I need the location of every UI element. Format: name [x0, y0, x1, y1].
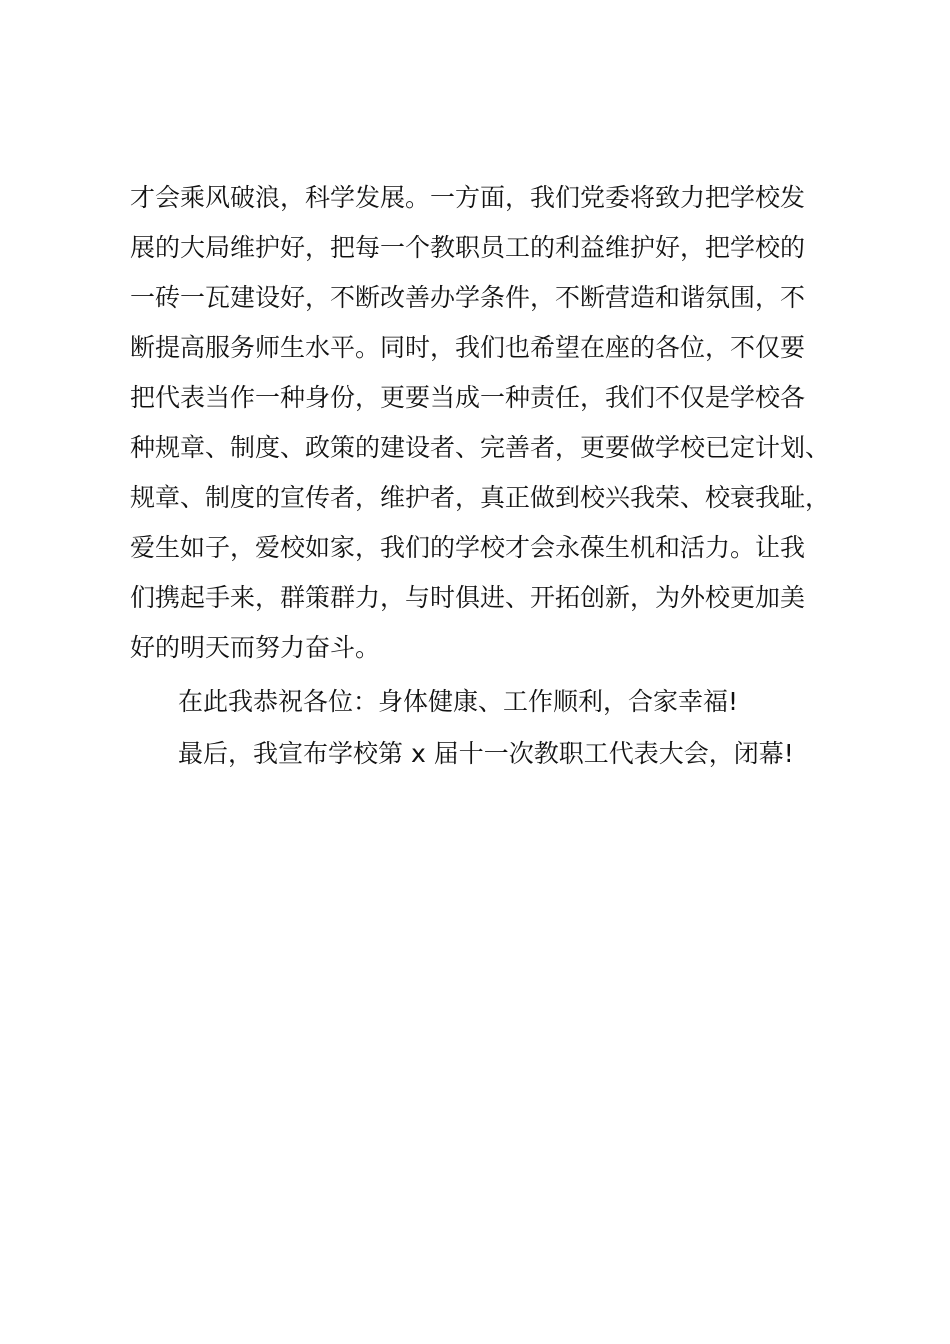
paragraph-line-10: 好的明天而努力奋斗。 [130, 633, 381, 662]
paragraph-line-9: 们携起手来，群策群力，与时俱进、开拓创新，为外校更加美 [130, 583, 806, 612]
greeting-line: 在此我恭祝各位：身体健康、工作顺利，合家幸福! [178, 687, 739, 716]
paragraph-line-6: 种规章、制度、政策的建设者、完善者，更要做学校已定计划、 [130, 433, 831, 462]
paragraph-line-3: 一砖一瓦建设好，不断改善办学条件，不断营造和谐氛围，不 [130, 283, 806, 312]
paragraph-line-1: 才会乘风破浪，科学发展。一方面，我们党委将致力把学校发 [130, 183, 806, 212]
paragraph-line-4: 断提高服务师生水平。同时，我们也希望在座的各位，不仅要 [130, 333, 806, 362]
closing-line: 最后，我宣布学校第 x 届十一次教职工代表大会，闭幕! [178, 739, 794, 768]
paragraph-line-7: 规章、制度的宣传者，维护者，真正做到校兴我荣、校衰我耻， [130, 483, 831, 512]
paragraph-line-5: 把代表当作一种身份，更要当成一种责任，我们不仅是学校各 [130, 383, 806, 412]
paragraph-line-8: 爱生如子，爱校如家，我们的学校才会永葆生机和活力。让我 [130, 533, 806, 562]
paragraph-line-2: 展的大局维护好，把每一个教职员工的利益维护好，把学校的 [130, 233, 806, 262]
